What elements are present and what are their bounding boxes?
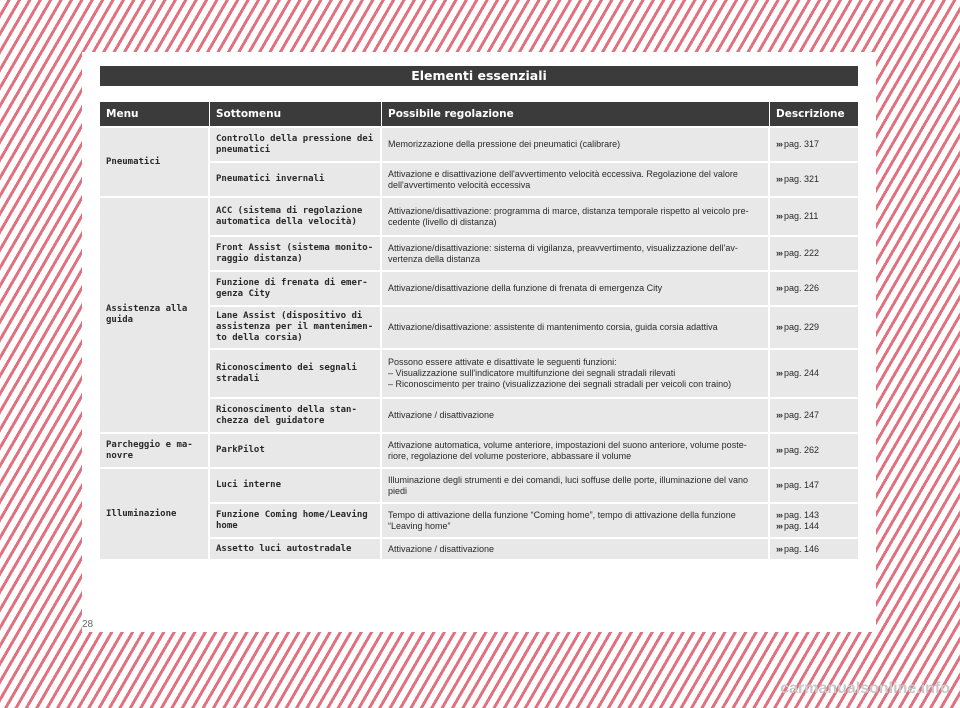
setting-cell: Tempo di attivazione della funzione “Coming home”, tempo di attivazione della funzione “Leaving home” (382, 504, 770, 537)
page-reference-link[interactable] (776, 544, 852, 555)
submenu-cell: Assetto luci autostradale (210, 539, 382, 559)
manual-page (82, 52, 876, 632)
table-row (100, 163, 858, 196)
page-ref-cell (770, 128, 858, 161)
page-ref-cell (770, 504, 858, 537)
page-reference-text: pag. 262 (784, 445, 820, 455)
page-reference-link[interactable] (776, 174, 852, 185)
table-row (100, 272, 858, 305)
setting-cell: Possono essere attivate e disattivate le seguenti funzioni: – Visualizzazione sull'indicatore multifunzione dei segnali stradali rilevati – Riconoscimento per traino (visualizzazione dei segnali stradali per veicoli con traino) (382, 350, 770, 397)
submenu-cell: Controllo della pressione dei pneumatici (210, 128, 382, 161)
header-menu: Menu (100, 102, 210, 126)
page-ref-cell (770, 434, 858, 467)
setting-cell: Attivazione/disattivazione: sistema di vigilanza, preavvertimento, visualizzazione dell'av- vertenza della distanza (382, 237, 770, 270)
table-row (100, 539, 858, 559)
page-reference-text: pag. 226 (784, 283, 820, 293)
page-reference-text: pag. 211 (784, 211, 819, 221)
table-row (100, 350, 858, 397)
setting-cell: Attivazione automatica, volume anteriore, impostazioni del suono anteriore, volume poste- riore, regolazione del volume posteriore, abbassare il volume (382, 434, 770, 467)
submenu-cell: Riconoscimento della stan- chezza del guidatore (210, 399, 382, 432)
submenu-cell: Luci interne (210, 469, 382, 502)
page-reference-text: pag. 321 (784, 174, 820, 184)
setting-cell: Attivazione e disattivazione dell'avvertimento velocità eccessiva. Regolazione del valore dell'avvertimento velocità eccessiva (382, 163, 770, 196)
table-header-row (100, 102, 858, 126)
submenu-cell: ACC (sistema di regolazione automatica della velocità) (210, 198, 382, 235)
menu-cell: Pneumatici (100, 128, 210, 196)
page-reference-text: pag. 147 (784, 480, 820, 490)
page-reference-link[interactable] (776, 368, 852, 379)
page-number: 28 (82, 619, 94, 630)
page-reference-text: pag. 247 (784, 410, 820, 420)
page-reference-link[interactable] (776, 521, 852, 532)
page-reference-link[interactable] (776, 510, 852, 521)
arrow-icon: ››› (776, 211, 782, 221)
arrow-icon: ››› (776, 445, 782, 455)
arrow-icon: ››› (776, 322, 782, 332)
header-description: Descrizione (770, 102, 858, 126)
table-row (100, 198, 858, 235)
setting-cell: Attivazione/disattivazione: programma di marce, distanza temporale rispetto al veicolo pre- cedente (livello di distanza) (382, 198, 770, 235)
page-ref-cell (770, 469, 858, 502)
submenu-cell: ParkPilot (210, 434, 382, 467)
page-reference-text: pag. 146 (784, 543, 820, 554)
submenu-cell: Pneumatici invernali (210, 163, 382, 196)
page-reference-text: pag. 143 (784, 509, 820, 520)
page-reference-text: pag. 144 (784, 520, 820, 531)
setting-cell: Attivazione/disattivazione della funzione di frenata di emergenza City (382, 272, 770, 305)
arrow-icon: ››› (776, 368, 782, 378)
setting-cell: Illuminazione degli strumenti e dei comandi, luci soffuse delle porte, illuminazione del vano piedi (382, 469, 770, 502)
page-reference-link[interactable] (776, 410, 852, 421)
table-row (100, 469, 858, 502)
page-reference-text: pag. 244 (784, 368, 820, 378)
page-ref-cell (770, 399, 858, 432)
setting-cell: Attivazione / disattivazione (382, 539, 770, 559)
page-title: Elementi essenziali (100, 66, 858, 86)
page-reference-link[interactable] (776, 322, 852, 333)
arrow-icon: ››› (776, 139, 782, 149)
page-ref-cell (770, 163, 858, 196)
page-reference-link[interactable] (776, 445, 852, 456)
page-ref-cell (770, 350, 858, 397)
arrow-icon: ››› (776, 509, 782, 520)
page-ref-cell (770, 198, 858, 235)
settings-table (100, 100, 858, 561)
menu-cell: Assistenza alla guida (100, 198, 210, 432)
menu-cell: Illuminazione (100, 469, 210, 559)
page-reference-text: pag. 317 (784, 139, 820, 149)
page-reference-link[interactable] (776, 248, 852, 259)
submenu-cell: Riconoscimento dei segnali stradali (210, 350, 382, 397)
submenu-cell: Lane Assist (dispositivo di assistenza per il mantenimen- to della corsia) (210, 307, 382, 348)
page-ref-cell (770, 539, 858, 559)
table-row (100, 128, 858, 161)
arrow-icon: ››› (776, 410, 782, 420)
table-row (100, 307, 858, 348)
page-reference-link[interactable] (776, 139, 852, 150)
setting-cell: Memorizzazione della pressione dei pneumatici (calibrare) (382, 128, 770, 161)
page-reference-link[interactable] (776, 211, 852, 222)
arrow-icon: ››› (776, 520, 782, 531)
table-body (100, 128, 858, 559)
page-ref-cell (770, 237, 858, 270)
submenu-cell: Funzione Coming home/Leaving home (210, 504, 382, 537)
arrow-icon: ››› (776, 543, 782, 554)
page-reference-text: pag. 222 (784, 248, 820, 258)
menu-cell: Parcheggio e ma- novre (100, 434, 210, 467)
table-row (100, 504, 858, 537)
arrow-icon: ››› (776, 248, 782, 258)
page-reference-link[interactable] (776, 283, 852, 294)
header-submenu: Sottomenu (210, 102, 382, 126)
arrow-icon: ››› (776, 174, 782, 184)
setting-cell: Attivazione/disattivazione: assistente di mantenimento corsia, guida corsia adattiva (382, 307, 770, 348)
page-ref-cell (770, 307, 858, 348)
table-row (100, 399, 858, 432)
header-setting: Possibile regolazione (382, 102, 770, 126)
submenu-cell: Front Assist (sistema monito- raggio distanza) (210, 237, 382, 270)
arrow-icon: ››› (776, 283, 782, 293)
submenu-cell: Funzione di frenata di emer- genza City (210, 272, 382, 305)
table-row (100, 434, 858, 467)
arrow-icon: ››› (776, 480, 782, 490)
table-row (100, 237, 858, 270)
watermark: carmanualsonline.info (780, 680, 950, 697)
setting-cell: Attivazione / disattivazione (382, 399, 770, 432)
page-ref-cell (770, 272, 858, 305)
page-reference-text: pag. 229 (784, 322, 820, 332)
page-reference-link[interactable] (776, 480, 852, 491)
